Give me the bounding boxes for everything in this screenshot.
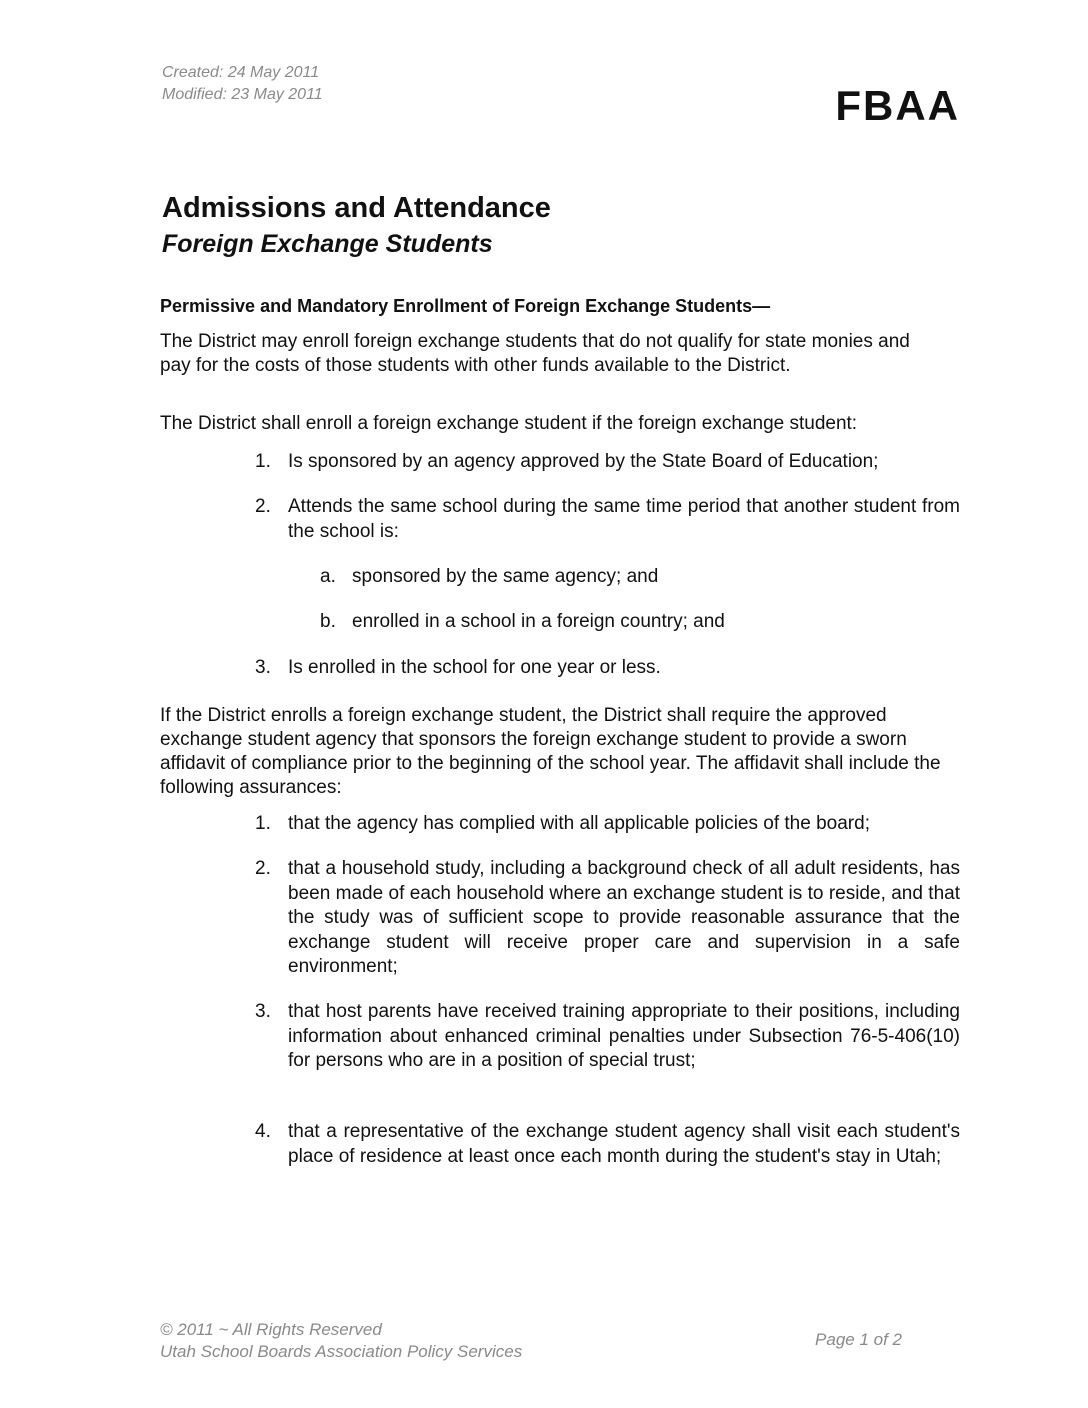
list-item: that a household study, including a background check of all adult residents, has been made of each household where an exchange student is to reside, and that the study was of sufficient scope to provide reasonable assurance that the exchange student will receive proper care and supervision in a safe environment; <box>288 858 960 977</box>
list-item-number: 2. <box>255 858 271 879</box>
list-item-number: 3. <box>255 657 271 678</box>
list-item: that the agency has complied with all applicable policies of the board; <box>288 813 870 834</box>
list-item: that a representative of the exchange student agency shall visit each student's place of residence at least once each month during the student's stay in Utah; <box>288 1121 960 1167</box>
list-item-number: 2. <box>255 496 271 517</box>
sublist-item: sponsored by the same agency; and <box>352 566 659 587</box>
list-item-number: 1. <box>255 813 271 834</box>
list-item-number: 1. <box>255 451 271 472</box>
paragraph-mandatory: The District shall enroll a foreign exchange student if the foreign exchange student: <box>160 413 858 434</box>
list-item: Is enrolled in the school for one year or less. <box>288 657 661 678</box>
list-item-number: 3. <box>255 1001 271 1022</box>
paragraph-affidavit: If the District enrolls a foreign exchange student, the District shall require the approved exchange student agency that sponsors the foreign exchange student to provide a sworn affidavit of compliance prior to the beginning of the school year. The affidavit shall include the following assurances: <box>160 705 941 798</box>
section-heading: Permissive and Mandatory Enrollment of Foreign Exchange Students— <box>160 296 771 316</box>
list-item: Attends the same school during the same time period that another student from the school is: <box>288 496 960 542</box>
sublist-item-letter: a. <box>320 566 336 587</box>
paragraph-permissive: The District may enroll foreign exchange students that do not qualify for state monies and pay for the costs of those students with other funds available to the District. <box>160 331 910 376</box>
document-subtitle: Foreign Exchange Students <box>162 230 493 258</box>
sublist-item: enrolled in a school in a foreign country; and <box>352 611 725 632</box>
list-item: Is sponsored by an agency approved by the State Board of Education; <box>288 451 879 472</box>
created-date: Created: 24 May 2011 <box>162 64 320 81</box>
page-number: Page 1 of 2 <box>815 1330 902 1349</box>
policy-code: FBAA <box>835 82 960 129</box>
footer-copyright: © 2011 ~ All Rights Reserved <box>160 1320 382 1339</box>
footer-organization: Utah School Boards Association Policy Services <box>160 1342 523 1361</box>
sublist-item-letter: b. <box>320 611 336 632</box>
document-title: Admissions and Attendance <box>162 192 551 224</box>
list-item-number: 4. <box>255 1121 271 1142</box>
list-item: that host parents have received training appropriate to their positions, including information about enhanced criminal penalties under Subsection 76-5-406(10) for persons who are in a position of special trust; <box>288 1001 960 1071</box>
modified-date: Modified: 23 May 2011 <box>162 86 323 103</box>
